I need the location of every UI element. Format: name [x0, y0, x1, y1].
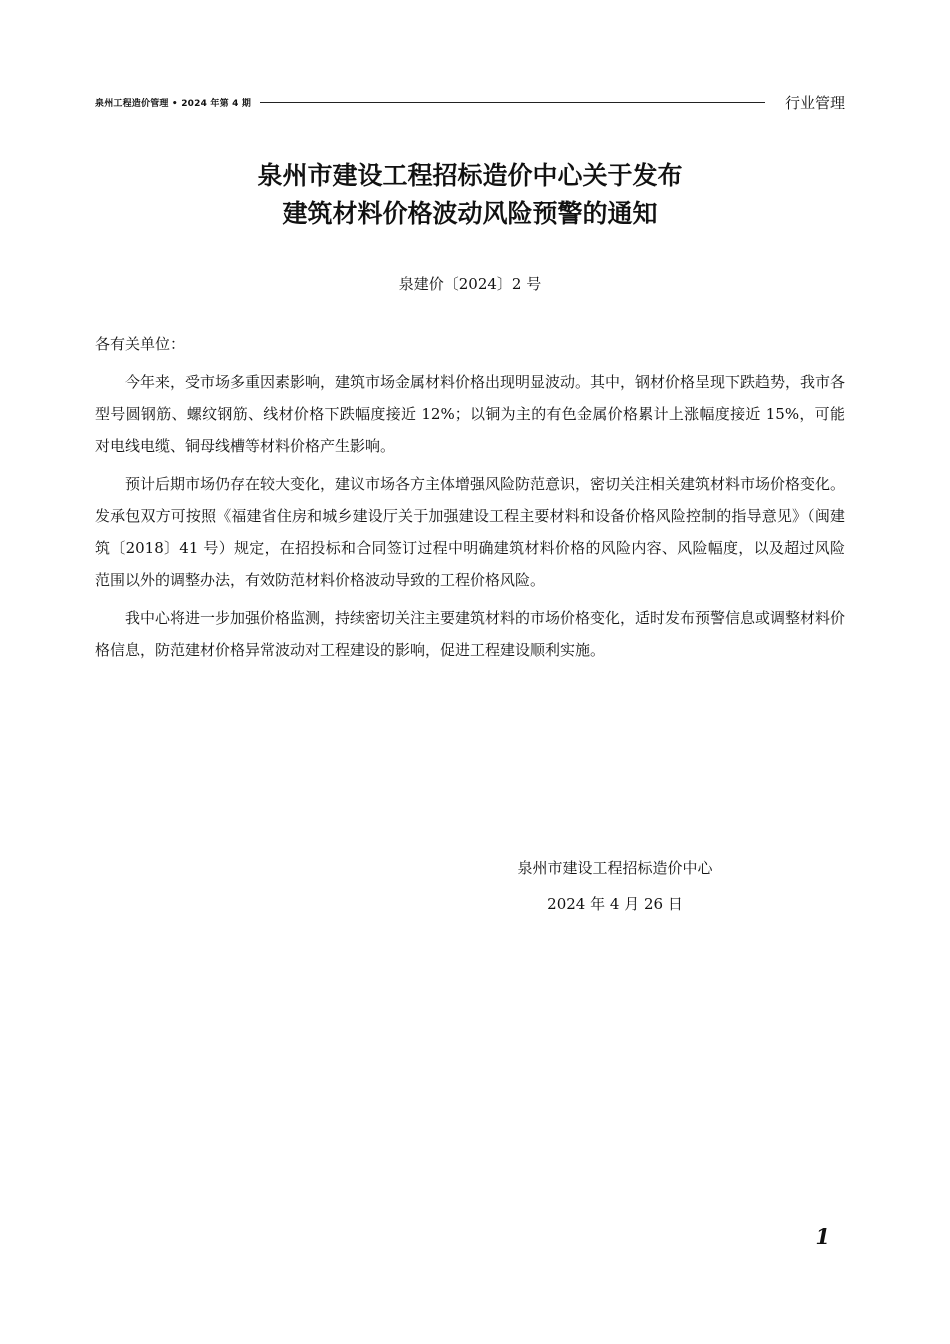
page-number: 1 [815, 1224, 830, 1249]
body-paragraph-1: 今年来，受市场多重因素影响，建筑市场金属材料价格出现明显波动。其中，钢材价格呈现下跌趋势，我市各型号圆钢筋、螺纹钢筋、线材价格下跌幅度接近 12%；以铜为主的有色金属价格累计上涨幅度接近 15%，可能对电线电缆、铜母线槽等材料价格产生影响。 [95, 373, 846, 455]
notice-body [95, 366, 845, 672]
issuing-organization: 泉州市建设工程招标造价中心 [517, 859, 713, 877]
page-header [95, 92, 845, 114]
issue-date: 2024 年 4 月 26 日 [547, 895, 683, 913]
notice-title-line-2: 建筑材料价格波动风险预警的通知 [282, 199, 658, 228]
header-rule [260, 102, 765, 103]
notice-title [95, 157, 845, 233]
document-number: 泉建价〔2024〕2 号 [398, 275, 542, 293]
notice-title-line-1: 泉州市建设工程招标造价中心关于发布 [257, 161, 683, 190]
body-paragraph-2: 预计后期市场仍存在较大变化，建议市场各方主体增强风险防范意识，密切关注相关建筑材料市场价格变化。发承包双方可按照《福建省住房和城乡建设厅关于加强建设工程主要材料和设备价格风险控制的指导意见》（闽建筑〔2018〕41 号）规定，在招投标和合同签订过程中明确建筑材料价格的风险内容、风险幅度，以及超过风险范围以外的调整办法，有效防范材料价格波动导致的工程价格风险。 [95, 475, 846, 589]
section-label: 行业管理 [784, 94, 845, 112]
body-paragraph-3: 我中心将进一步加强价格监测，持续密切关注主要建筑材料的市场价格变化，适时发布预警信息或调整材料价格信息，防范建材价格异常波动对工程建设的影响，促进工程建设顺利实施。 [95, 609, 846, 659]
signature-block [470, 850, 760, 922]
journal-issue: 泉州工程造价管理 • 2024 年第 4 期 [95, 99, 252, 109]
salutation: 各有关单位： [95, 335, 186, 353]
